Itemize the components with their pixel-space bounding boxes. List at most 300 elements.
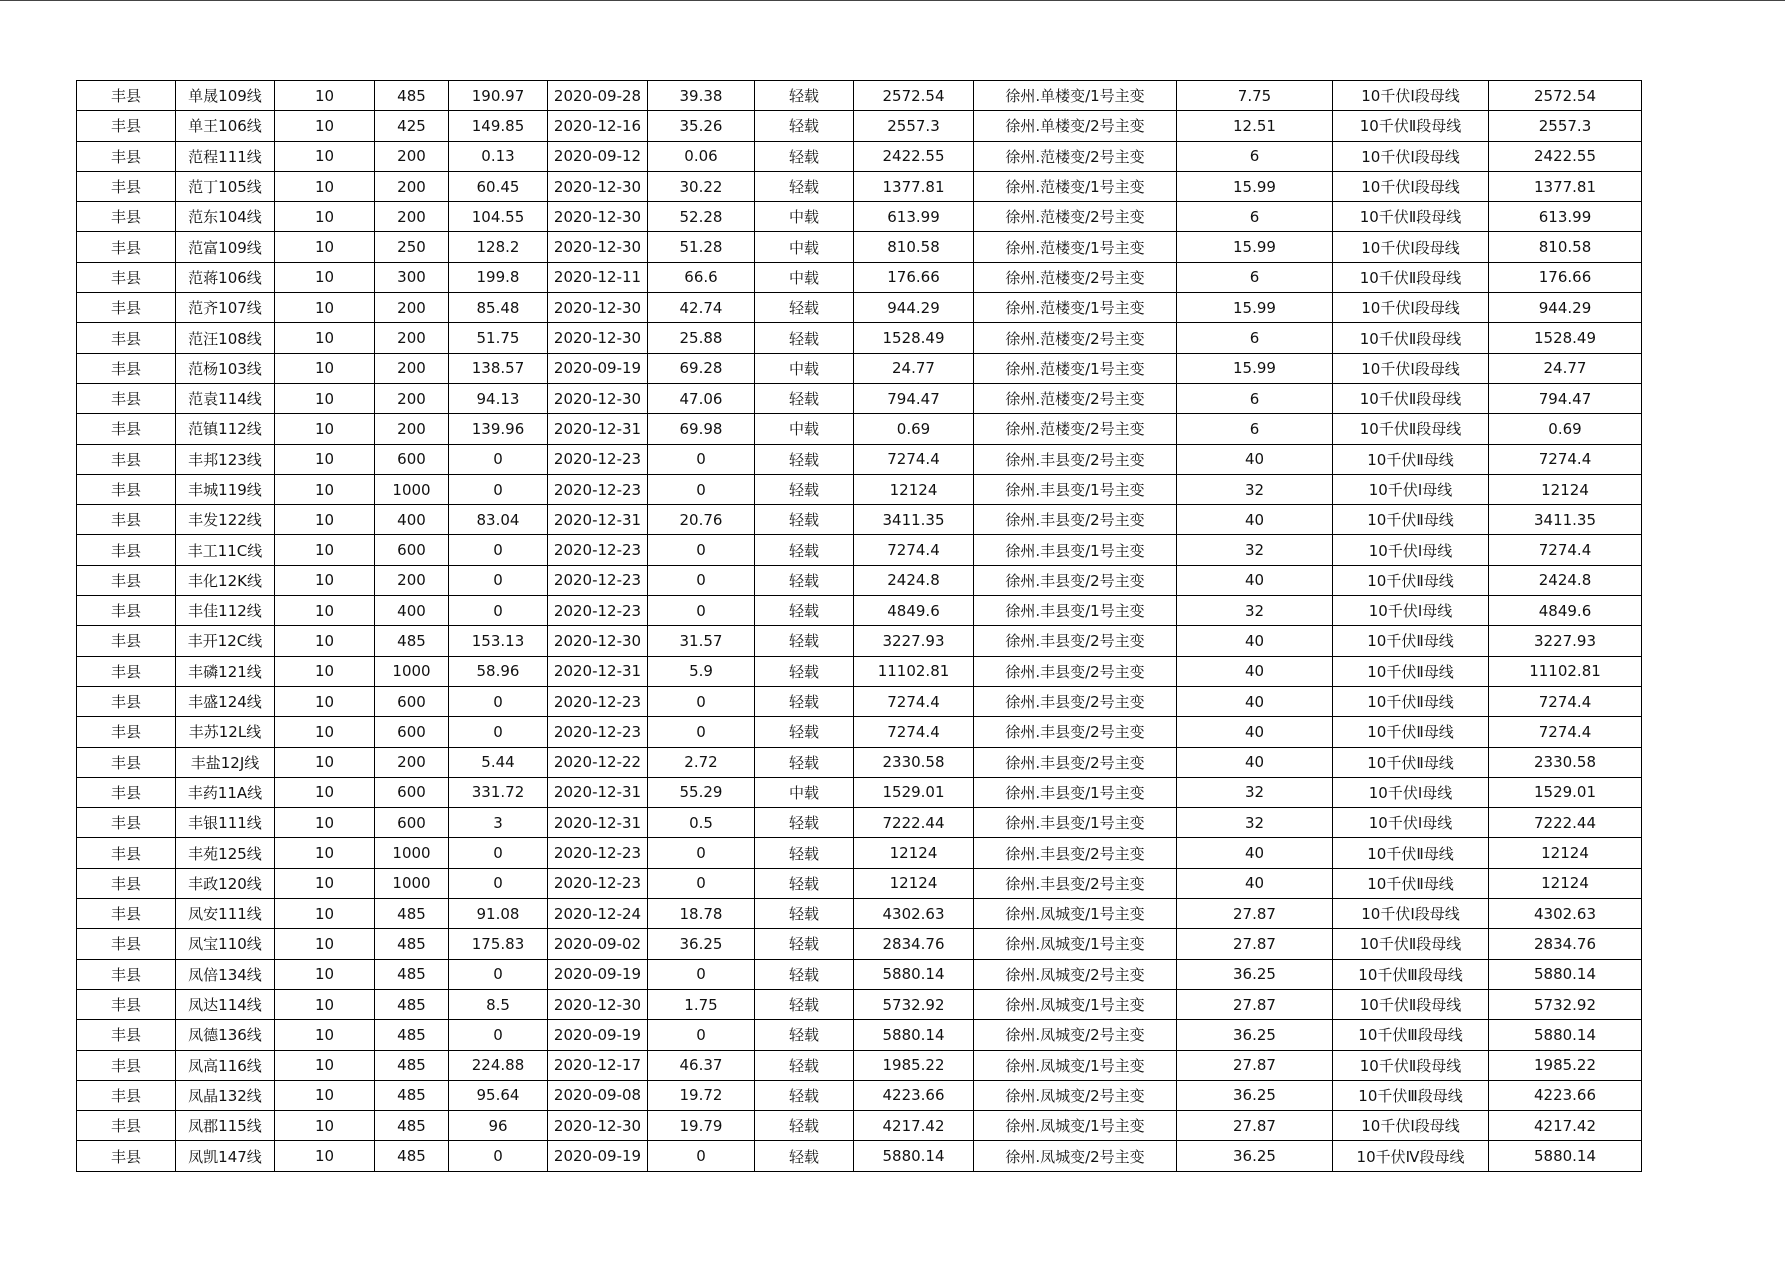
bus-section-cell: 10千伏Ⅱ段母线 — [1333, 262, 1489, 292]
bus-section-cell: 10千伏Ⅱ段母线 — [1333, 111, 1489, 141]
line-name-cell: 范袁114线 — [176, 383, 275, 413]
date-cell: 2020-12-30 — [548, 171, 648, 201]
transformer-cell: 徐州.凤城变/2号主变 — [974, 959, 1177, 989]
line-name-cell: 凤高116线 — [176, 1050, 275, 1080]
load-status-cell: 轻载 — [755, 474, 854, 504]
remaining-capacity-cell: 3227.93 — [1489, 626, 1642, 656]
voltage-cell: 10 — [275, 81, 375, 111]
line-name-cell: 丰盐12J线 — [176, 747, 275, 777]
top-rule — [0, 0, 1785, 1]
table-row — [77, 929, 1642, 959]
county-cell: 丰县 — [77, 656, 176, 686]
date-cell: 2020-09-02 — [548, 929, 648, 959]
table-row — [77, 323, 1642, 353]
bus-section-cell: 10千伏Ⅰ段母线 — [1333, 293, 1489, 323]
voltage-cell: 10 — [275, 171, 375, 201]
transformer-cell: 徐州.单楼变/2号主变 — [974, 111, 1177, 141]
transformer-cell: 徐州.范楼变/2号主变 — [974, 323, 1177, 353]
capacity-cell: 600 — [375, 686, 449, 716]
remaining-capacity-cell: 7274.4 — [1489, 686, 1642, 716]
bus-section-cell: 10千伏Ⅱ母线 — [1333, 565, 1489, 595]
remaining-capacity-cell: 7274.4 — [1489, 535, 1642, 565]
bus-section-cell: 10千伏Ⅰ段母线 — [1333, 1111, 1489, 1141]
date-cell: 2020-12-22 — [548, 747, 648, 777]
transformer-load-cell: 40 — [1177, 565, 1333, 595]
voltage-cell: 10 — [275, 868, 375, 898]
table-row — [77, 596, 1642, 626]
transformer-load-cell: 15.99 — [1177, 293, 1333, 323]
voltage-cell: 10 — [275, 929, 375, 959]
date-cell: 2020-12-16 — [548, 111, 648, 141]
date-cell: 2020-12-30 — [548, 383, 648, 413]
max-load-cell: 3 — [449, 808, 548, 838]
county-cell: 丰县 — [77, 353, 176, 383]
available-capacity-cell: 0.69 — [854, 414, 974, 444]
line-name-cell: 范程111线 — [176, 141, 275, 171]
voltage-cell: 10 — [275, 262, 375, 292]
available-capacity-cell: 2834.76 — [854, 929, 974, 959]
max-load-cell: 0 — [449, 474, 548, 504]
max-load-cell: 138.57 — [449, 353, 548, 383]
load-status-cell: 轻载 — [755, 596, 854, 626]
load-rate-cell: 0 — [648, 596, 755, 626]
date-cell: 2020-09-28 — [548, 81, 648, 111]
max-load-cell: 0 — [449, 838, 548, 868]
transformer-cell: 徐州.丰县变/2号主变 — [974, 505, 1177, 535]
transformer-load-cell: 40 — [1177, 747, 1333, 777]
county-cell: 丰县 — [77, 232, 176, 262]
bus-section-cell: 10千伏Ⅱ母线 — [1333, 444, 1489, 474]
line-name-cell: 凤凯147线 — [176, 1141, 275, 1171]
load-status-cell: 轻载 — [755, 808, 854, 838]
load-rate-cell: 31.57 — [648, 626, 755, 656]
voltage-cell: 10 — [275, 1050, 375, 1080]
capacity-cell: 485 — [375, 959, 449, 989]
bus-section-cell: 10千伏Ⅱ段母线 — [1333, 989, 1489, 1019]
max-load-cell: 0 — [449, 444, 548, 474]
transformer-cell: 徐州.丰县变/1号主变 — [974, 474, 1177, 504]
remaining-capacity-cell: 0.69 — [1489, 414, 1642, 444]
available-capacity-cell: 12124 — [854, 868, 974, 898]
transformer-load-cell: 6 — [1177, 262, 1333, 292]
table-row — [77, 202, 1642, 232]
line-name-cell: 丰盛124线 — [176, 686, 275, 716]
remaining-capacity-cell: 2572.54 — [1489, 81, 1642, 111]
line-name-cell: 单王106线 — [176, 111, 275, 141]
bus-section-cell: 10千伏Ⅰ母线 — [1333, 808, 1489, 838]
remaining-capacity-cell: 1377.81 — [1489, 171, 1642, 201]
bus-section-cell: 10千伏Ⅱ母线 — [1333, 868, 1489, 898]
date-cell: 2020-09-12 — [548, 141, 648, 171]
table-row — [77, 959, 1642, 989]
date-cell: 2020-12-23 — [548, 474, 648, 504]
capacity-cell: 600 — [375, 777, 449, 807]
voltage-cell: 10 — [275, 353, 375, 383]
load-status-cell: 轻载 — [755, 141, 854, 171]
available-capacity-cell: 24.77 — [854, 353, 974, 383]
available-capacity-cell: 2422.55 — [854, 141, 974, 171]
remaining-capacity-cell: 2557.3 — [1489, 111, 1642, 141]
transformer-load-cell: 36.25 — [1177, 1020, 1333, 1050]
bus-section-cell: 10千伏Ⅲ段母线 — [1333, 1080, 1489, 1110]
date-cell: 2020-12-24 — [548, 899, 648, 929]
capacity-cell: 1000 — [375, 474, 449, 504]
transformer-cell: 徐州.丰县变/2号主变 — [974, 565, 1177, 595]
county-cell: 丰县 — [77, 989, 176, 1019]
voltage-cell: 10 — [275, 444, 375, 474]
bus-section-cell: 10千伏Ⅰ段母线 — [1333, 141, 1489, 171]
load-rate-cell: 25.88 — [648, 323, 755, 353]
load-rate-cell: 55.29 — [648, 777, 755, 807]
max-load-cell: 95.64 — [449, 1080, 548, 1110]
remaining-capacity-cell: 1985.22 — [1489, 1050, 1642, 1080]
remaining-capacity-cell: 5880.14 — [1489, 959, 1642, 989]
load-rate-cell: 18.78 — [648, 899, 755, 929]
bus-section-cell: 10千伏Ⅱ段母线 — [1333, 414, 1489, 444]
table-row — [77, 717, 1642, 747]
load-rate-cell: 46.37 — [648, 1050, 755, 1080]
available-capacity-cell: 176.66 — [854, 262, 974, 292]
load-status-cell: 轻载 — [755, 1020, 854, 1050]
load-status-cell: 轻载 — [755, 656, 854, 686]
max-load-cell: 51.75 — [449, 323, 548, 353]
line-name-cell: 范丁105线 — [176, 171, 275, 201]
bus-section-cell: 10千伏Ⅱ段母线 — [1333, 323, 1489, 353]
load-status-cell: 轻载 — [755, 626, 854, 656]
load-rate-cell: 0 — [648, 868, 755, 898]
capacity-cell: 200 — [375, 171, 449, 201]
capacity-cell: 485 — [375, 989, 449, 1019]
transformer-load-cell: 6 — [1177, 323, 1333, 353]
date-cell: 2020-12-23 — [548, 535, 648, 565]
bus-section-cell: 10千伏Ⅱ段母线 — [1333, 383, 1489, 413]
table-row — [77, 1050, 1642, 1080]
voltage-cell: 10 — [275, 1141, 375, 1171]
max-load-cell: 139.96 — [449, 414, 548, 444]
line-name-cell: 范蒋106线 — [176, 262, 275, 292]
county-cell: 丰县 — [77, 293, 176, 323]
county-cell: 丰县 — [77, 808, 176, 838]
line-name-cell: 丰政120线 — [176, 868, 275, 898]
transformer-cell: 徐州.丰县变/2号主变 — [974, 717, 1177, 747]
available-capacity-cell: 1529.01 — [854, 777, 974, 807]
bus-section-cell: 10千伏Ⅱ母线 — [1333, 505, 1489, 535]
capacity-cell: 200 — [375, 383, 449, 413]
load-rate-cell: 0 — [648, 535, 755, 565]
line-name-cell: 范齐107线 — [176, 293, 275, 323]
date-cell: 2020-12-23 — [548, 868, 648, 898]
county-cell: 丰县 — [77, 626, 176, 656]
load-rate-cell: 2.72 — [648, 747, 755, 777]
table-row — [77, 565, 1642, 595]
table-row — [77, 626, 1642, 656]
load-rate-cell: 35.26 — [648, 111, 755, 141]
bus-section-cell: 10千伏Ⅳ段母线 — [1333, 1141, 1489, 1171]
max-load-cell: 224.88 — [449, 1050, 548, 1080]
date-cell: 2020-09-19 — [548, 1141, 648, 1171]
capacity-cell: 485 — [375, 899, 449, 929]
load-status-cell: 轻载 — [755, 1080, 854, 1110]
load-rate-cell: 0 — [648, 1020, 755, 1050]
max-load-cell: 0 — [449, 1141, 548, 1171]
load-rate-cell: 69.98 — [648, 414, 755, 444]
max-load-cell: 83.04 — [449, 505, 548, 535]
transformer-load-cell: 32 — [1177, 777, 1333, 807]
capacity-cell: 600 — [375, 444, 449, 474]
transformer-cell: 徐州.丰县变/1号主变 — [974, 596, 1177, 626]
available-capacity-cell: 5880.14 — [854, 959, 974, 989]
remaining-capacity-cell: 4217.42 — [1489, 1111, 1642, 1141]
line-name-cell: 丰佳112线 — [176, 596, 275, 626]
transformer-load-cell: 27.87 — [1177, 899, 1333, 929]
line-name-cell: 丰苏12L线 — [176, 717, 275, 747]
county-cell: 丰县 — [77, 1141, 176, 1171]
county-cell: 丰县 — [77, 596, 176, 626]
transformer-cell: 徐州.丰县变/2号主变 — [974, 626, 1177, 656]
table-row — [77, 1080, 1642, 1110]
table-row — [77, 1141, 1642, 1171]
available-capacity-cell: 7222.44 — [854, 808, 974, 838]
load-status-cell: 轻载 — [755, 899, 854, 929]
capacity-cell: 485 — [375, 1020, 449, 1050]
load-rate-cell: 0 — [648, 565, 755, 595]
bus-section-cell: 10千伏Ⅰ母线 — [1333, 777, 1489, 807]
table-row — [77, 141, 1642, 171]
remaining-capacity-cell: 12124 — [1489, 868, 1642, 898]
transformer-load-cell: 32 — [1177, 596, 1333, 626]
line-name-cell: 范汪108线 — [176, 323, 275, 353]
transformer-cell: 徐州.范楼变/2号主变 — [974, 383, 1177, 413]
available-capacity-cell: 7274.4 — [854, 535, 974, 565]
max-load-cell: 85.48 — [449, 293, 548, 323]
transformer-cell: 徐州.范楼变/2号主变 — [974, 414, 1177, 444]
capacity-cell: 485 — [375, 1050, 449, 1080]
transformer-cell: 徐州.丰县变/2号主变 — [974, 747, 1177, 777]
transformer-load-cell: 40 — [1177, 656, 1333, 686]
voltage-cell: 10 — [275, 505, 375, 535]
transformer-cell: 徐州.凤城变/1号主变 — [974, 1111, 1177, 1141]
table-row — [77, 1111, 1642, 1141]
capacity-cell: 485 — [375, 1111, 449, 1141]
table-row — [77, 777, 1642, 807]
load-rate-cell: 66.6 — [648, 262, 755, 292]
remaining-capacity-cell: 11102.81 — [1489, 656, 1642, 686]
bus-section-cell: 10千伏Ⅱ母线 — [1333, 838, 1489, 868]
transformer-load-cell: 32 — [1177, 535, 1333, 565]
transformer-load-cell: 6 — [1177, 202, 1333, 232]
line-name-cell: 凤晶132线 — [176, 1080, 275, 1110]
transformer-load-cell: 36.25 — [1177, 1141, 1333, 1171]
available-capacity-cell: 7274.4 — [854, 686, 974, 716]
load-status-cell: 轻载 — [755, 1111, 854, 1141]
date-cell: 2020-12-30 — [548, 323, 648, 353]
bus-section-cell: 10千伏Ⅱ段母线 — [1333, 929, 1489, 959]
county-cell: 丰县 — [77, 202, 176, 232]
remaining-capacity-cell: 4223.66 — [1489, 1080, 1642, 1110]
max-load-cell: 0 — [449, 596, 548, 626]
transformer-load-cell: 6 — [1177, 414, 1333, 444]
line-name-cell: 丰药11A线 — [176, 777, 275, 807]
county-cell: 丰县 — [77, 474, 176, 504]
max-load-cell: 331.72 — [449, 777, 548, 807]
table-row — [77, 171, 1642, 201]
remaining-capacity-cell: 2330.58 — [1489, 747, 1642, 777]
county-cell: 丰县 — [77, 444, 176, 474]
bus-section-cell: 10千伏Ⅰ段母线 — [1333, 899, 1489, 929]
date-cell: 2020-12-23 — [548, 565, 648, 595]
line-name-cell: 凤达114线 — [176, 989, 275, 1019]
load-status-cell: 中载 — [755, 777, 854, 807]
transformer-cell: 徐州.丰县变/1号主变 — [974, 535, 1177, 565]
load-rate-cell: 19.72 — [648, 1080, 755, 1110]
load-rate-cell: 52.28 — [648, 202, 755, 232]
capacity-cell: 250 — [375, 232, 449, 262]
voltage-cell: 10 — [275, 626, 375, 656]
table-row — [77, 383, 1642, 413]
load-rate-cell: 0 — [648, 838, 755, 868]
line-name-cell: 丰化12K线 — [176, 565, 275, 595]
load-rate-cell: 0 — [648, 686, 755, 716]
transformer-cell: 徐州.范楼变/1号主变 — [974, 171, 1177, 201]
available-capacity-cell: 613.99 — [854, 202, 974, 232]
voltage-cell: 10 — [275, 111, 375, 141]
table-row — [77, 747, 1642, 777]
voltage-cell: 10 — [275, 596, 375, 626]
transformer-load-cell: 12.51 — [1177, 111, 1333, 141]
bus-section-cell: 10千伏Ⅱ母线 — [1333, 747, 1489, 777]
capacity-cell: 400 — [375, 505, 449, 535]
voltage-cell: 10 — [275, 232, 375, 262]
county-cell: 丰县 — [77, 929, 176, 959]
available-capacity-cell: 12124 — [854, 838, 974, 868]
date-cell: 2020-12-31 — [548, 505, 648, 535]
table-row — [77, 111, 1642, 141]
max-load-cell: 96 — [449, 1111, 548, 1141]
capacity-cell: 600 — [375, 535, 449, 565]
remaining-capacity-cell: 3411.35 — [1489, 505, 1642, 535]
available-capacity-cell: 1528.49 — [854, 323, 974, 353]
load-status-cell: 轻载 — [755, 929, 854, 959]
date-cell: 2020-12-30 — [548, 1111, 648, 1141]
transformer-cell: 徐州.丰县变/2号主变 — [974, 686, 1177, 716]
capacity-cell: 485 — [375, 1080, 449, 1110]
load-rate-cell: 0.06 — [648, 141, 755, 171]
available-capacity-cell: 810.58 — [854, 232, 974, 262]
max-load-cell: 0 — [449, 717, 548, 747]
capacity-cell: 200 — [375, 293, 449, 323]
max-load-cell: 175.83 — [449, 929, 548, 959]
remaining-capacity-cell: 5880.14 — [1489, 1020, 1642, 1050]
transformer-load-cell: 40 — [1177, 505, 1333, 535]
date-cell: 2020-12-31 — [548, 777, 648, 807]
load-status-cell: 中载 — [755, 202, 854, 232]
bus-section-cell: 10千伏Ⅰ段母线 — [1333, 353, 1489, 383]
bus-section-cell: 10千伏Ⅱ母线 — [1333, 686, 1489, 716]
county-cell: 丰县 — [77, 777, 176, 807]
available-capacity-cell: 1985.22 — [854, 1050, 974, 1080]
voltage-cell: 10 — [275, 808, 375, 838]
table-row — [77, 899, 1642, 929]
load-status-cell: 轻载 — [755, 565, 854, 595]
county-cell: 丰县 — [77, 111, 176, 141]
line-name-cell: 凤倍134线 — [176, 959, 275, 989]
county-cell: 丰县 — [77, 899, 176, 929]
load-status-cell: 轻载 — [755, 383, 854, 413]
load-rate-cell: 30.22 — [648, 171, 755, 201]
transformer-cell: 徐州.凤城变/1号主变 — [974, 929, 1177, 959]
county-cell: 丰县 — [77, 171, 176, 201]
voltage-cell: 10 — [275, 899, 375, 929]
available-capacity-cell: 7274.4 — [854, 444, 974, 474]
date-cell: 2020-12-30 — [548, 202, 648, 232]
load-rate-cell: 0 — [648, 959, 755, 989]
county-cell: 丰县 — [77, 505, 176, 535]
load-rate-cell: 36.25 — [648, 929, 755, 959]
line-name-cell: 丰开12C线 — [176, 626, 275, 656]
max-load-cell: 94.13 — [449, 383, 548, 413]
bus-section-cell: 10千伏Ⅱ母线 — [1333, 626, 1489, 656]
max-load-cell: 91.08 — [449, 899, 548, 929]
county-cell: 丰县 — [77, 868, 176, 898]
max-load-cell: 0 — [449, 1020, 548, 1050]
voltage-cell: 10 — [275, 565, 375, 595]
county-cell: 丰县 — [77, 1111, 176, 1141]
bus-section-cell: 10千伏Ⅰ母线 — [1333, 474, 1489, 504]
load-status-cell: 轻载 — [755, 1141, 854, 1171]
max-load-cell: 8.5 — [449, 989, 548, 1019]
remaining-capacity-cell: 7222.44 — [1489, 808, 1642, 838]
table-row — [77, 838, 1642, 868]
load-rate-cell: 5.9 — [648, 656, 755, 686]
available-capacity-cell: 1377.81 — [854, 171, 974, 201]
load-status-cell: 轻载 — [755, 989, 854, 1019]
transformer-load-cell: 40 — [1177, 838, 1333, 868]
date-cell: 2020-12-30 — [548, 626, 648, 656]
max-load-cell: 0 — [449, 565, 548, 595]
capacity-cell: 1000 — [375, 838, 449, 868]
max-load-cell: 199.8 — [449, 262, 548, 292]
transformer-load-cell: 6 — [1177, 383, 1333, 413]
load-status-cell: 轻载 — [755, 81, 854, 111]
line-name-cell: 丰银111线 — [176, 808, 275, 838]
load-status-cell: 中载 — [755, 353, 854, 383]
date-cell: 2020-12-30 — [548, 232, 648, 262]
voltage-cell: 10 — [275, 323, 375, 353]
line-name-cell: 丰邦123线 — [176, 444, 275, 474]
date-cell: 2020-12-31 — [548, 414, 648, 444]
remaining-capacity-cell: 24.77 — [1489, 353, 1642, 383]
remaining-capacity-cell: 2424.8 — [1489, 565, 1642, 595]
available-capacity-cell: 11102.81 — [854, 656, 974, 686]
county-cell: 丰县 — [77, 141, 176, 171]
transformer-load-cell: 40 — [1177, 868, 1333, 898]
line-name-cell: 凤宝110线 — [176, 929, 275, 959]
capacity-cell: 485 — [375, 1141, 449, 1171]
line-name-cell: 丰磷121线 — [176, 656, 275, 686]
max-load-cell: 128.2 — [449, 232, 548, 262]
county-cell: 丰县 — [77, 262, 176, 292]
date-cell: 2020-12-31 — [548, 656, 648, 686]
voltage-cell: 10 — [275, 535, 375, 565]
remaining-capacity-cell: 1529.01 — [1489, 777, 1642, 807]
voltage-cell: 10 — [275, 414, 375, 444]
voltage-cell: 10 — [275, 1111, 375, 1141]
remaining-capacity-cell: 2422.55 — [1489, 141, 1642, 171]
county-cell: 丰县 — [77, 414, 176, 444]
transformer-cell: 徐州.凤城变/1号主变 — [974, 1050, 1177, 1080]
available-capacity-cell: 944.29 — [854, 293, 974, 323]
transformer-cell: 徐州.范楼变/2号主变 — [974, 202, 1177, 232]
